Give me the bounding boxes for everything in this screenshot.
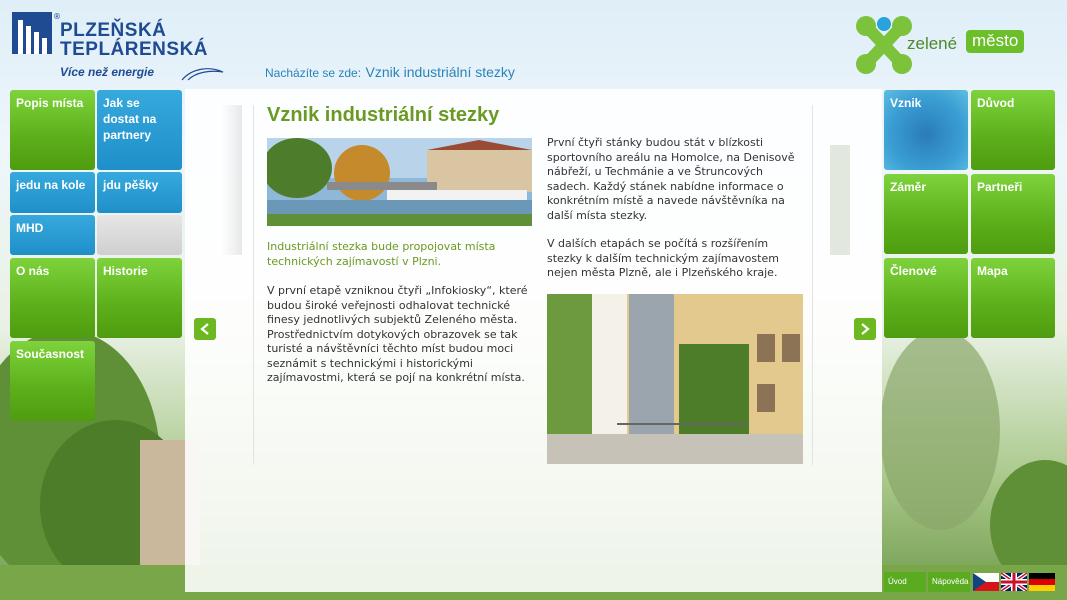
photo-river-bridge: [267, 138, 532, 226]
brand-word-mesto: město: [966, 30, 1024, 53]
nav-tile-jedu-na-kole[interactable]: [10, 172, 95, 213]
divider: [253, 105, 254, 465]
home-button-label: Úvod: [888, 577, 907, 586]
uk-flag-icon[interactable]: [1001, 573, 1027, 591]
chevron-left-icon: [200, 323, 210, 335]
nav-tile-label: Současnost: [16, 347, 85, 361]
logo-building-icon: [12, 12, 52, 54]
german-flag-icon[interactable]: [1029, 573, 1055, 591]
chevron-right-icon: [860, 323, 870, 335]
photo-building-facade-image: [547, 294, 803, 464]
article-paragraph-1: V první etapě vzniknou čtyři „Infokiosky“, které budou široké veřejnosti odhalovat technické finesy jednotlivých subjektů Zeleného města. Prostřednictvím dotykových obrazovek se tak turisté a návštěvníci těchto míst budou moci seznámit s technickými i historickými zajímavostmi, která se pojí na konkrétní místa.: [267, 284, 528, 384]
article-title: Vznik industriální stezky: [267, 104, 500, 126]
logo-registered-mark: ®: [53, 12, 61, 21]
nav-tile-empty: [97, 215, 182, 255]
divider: [812, 105, 813, 465]
swoosh-icon: [180, 66, 225, 82]
nav-tile-jdu-pesky[interactable]: [97, 172, 182, 213]
help-button-label: Nápověda: [932, 577, 969, 586]
nav-tile-label: Historie: [103, 264, 148, 278]
nav-tile-label: Partneři: [977, 180, 1023, 194]
next-page-button[interactable]: [854, 318, 876, 340]
brand-word-zelene: zelené: [907, 34, 958, 53]
nav-tile-zamer[interactable]: [884, 174, 968, 254]
nav-tile-label: Důvod: [977, 96, 1015, 110]
home-button[interactable]: [884, 572, 926, 592]
nav-tile-mhd[interactable]: [10, 215, 95, 255]
logo-tagline: Více než energie: [60, 65, 155, 79]
nav-tile-label: Mapa: [977, 264, 1008, 278]
nav-tile-label: Popis místa: [16, 96, 84, 110]
previous-page-ghost: [222, 105, 242, 395]
nav-tile-soucasnost[interactable]: [10, 341, 95, 421]
article-paragraph-3: V dalších etapách se počítá s rozšířením stezky k dalším technickým zajímavostem nejen města Plzně, ale i Plzeňského kraje.: [547, 237, 779, 279]
czech-flag-image: [973, 573, 999, 591]
nav-tile-label: Vznik: [890, 96, 922, 110]
nav-tile-clenove[interactable]: [884, 258, 968, 338]
czech-flag-icon[interactable]: [973, 573, 999, 591]
logo-text-line2: TEPLÁRENSKÁ: [60, 39, 209, 60]
uk-flag-image: [1001, 573, 1027, 591]
nav-tile-partneri[interactable]: [971, 174, 1055, 254]
nav-tile-duvod[interactable]: [971, 90, 1055, 170]
article-paragraph-2: První čtyři stánky budou stát v blízkosti sportovního areálu na Homolce, na Denisově nábřeží, u Techmánie a ve Štruncových sadech. Každý stánek nabídne informace o konkrétním místě a navede návštěvníka na další místa stezky.: [547, 136, 795, 222]
nav-tile-mapa[interactable]: [971, 258, 1055, 338]
previous-page-button[interactable]: [194, 318, 216, 340]
breadcrumb: [265, 64, 515, 82]
nav-tile-label: Členové: [890, 264, 937, 278]
zelene-mesto-logo[interactable]: [849, 14, 1049, 84]
article-lead: Industriální stezka bude propojovat místa technických zajímavostí v Plzni.: [267, 240, 496, 268]
nav-tile-historie[interactable]: [97, 258, 182, 338]
company-logo[interactable]: [10, 10, 225, 85]
green-x-icon: [854, 14, 914, 76]
nav-tile-label: MHD: [16, 221, 44, 235]
nav-tile-label: O nás: [16, 264, 50, 278]
breadcrumb-lead: Nacházíte se zde:: [265, 66, 362, 80]
nav-tile-jak-se-dostat[interactable]: [97, 90, 182, 170]
nav-tile-label: Jak se dostat na partnery: [103, 96, 157, 142]
nav-tile-label: Záměr: [890, 180, 927, 194]
nav-tile-popis-mista[interactable]: [10, 90, 95, 170]
nav-tile-o-nas[interactable]: [10, 258, 95, 338]
nav-tile-vznik[interactable]: [884, 90, 968, 170]
photo-river-bridge-image: [267, 138, 532, 226]
breadcrumb-current[interactable]: Vznik industriální stezky: [365, 64, 515, 80]
nav-tile-label: jdu pěšky: [103, 178, 159, 192]
logo-text-line1: PLZEŇSKÁ: [60, 20, 167, 41]
nav-tile-label: jedu na kole: [16, 178, 86, 192]
next-page-ghost: [830, 105, 850, 395]
photo-building-facade: [547, 294, 803, 464]
german-flag-image: [1029, 573, 1055, 591]
help-button[interactable]: [928, 572, 970, 592]
